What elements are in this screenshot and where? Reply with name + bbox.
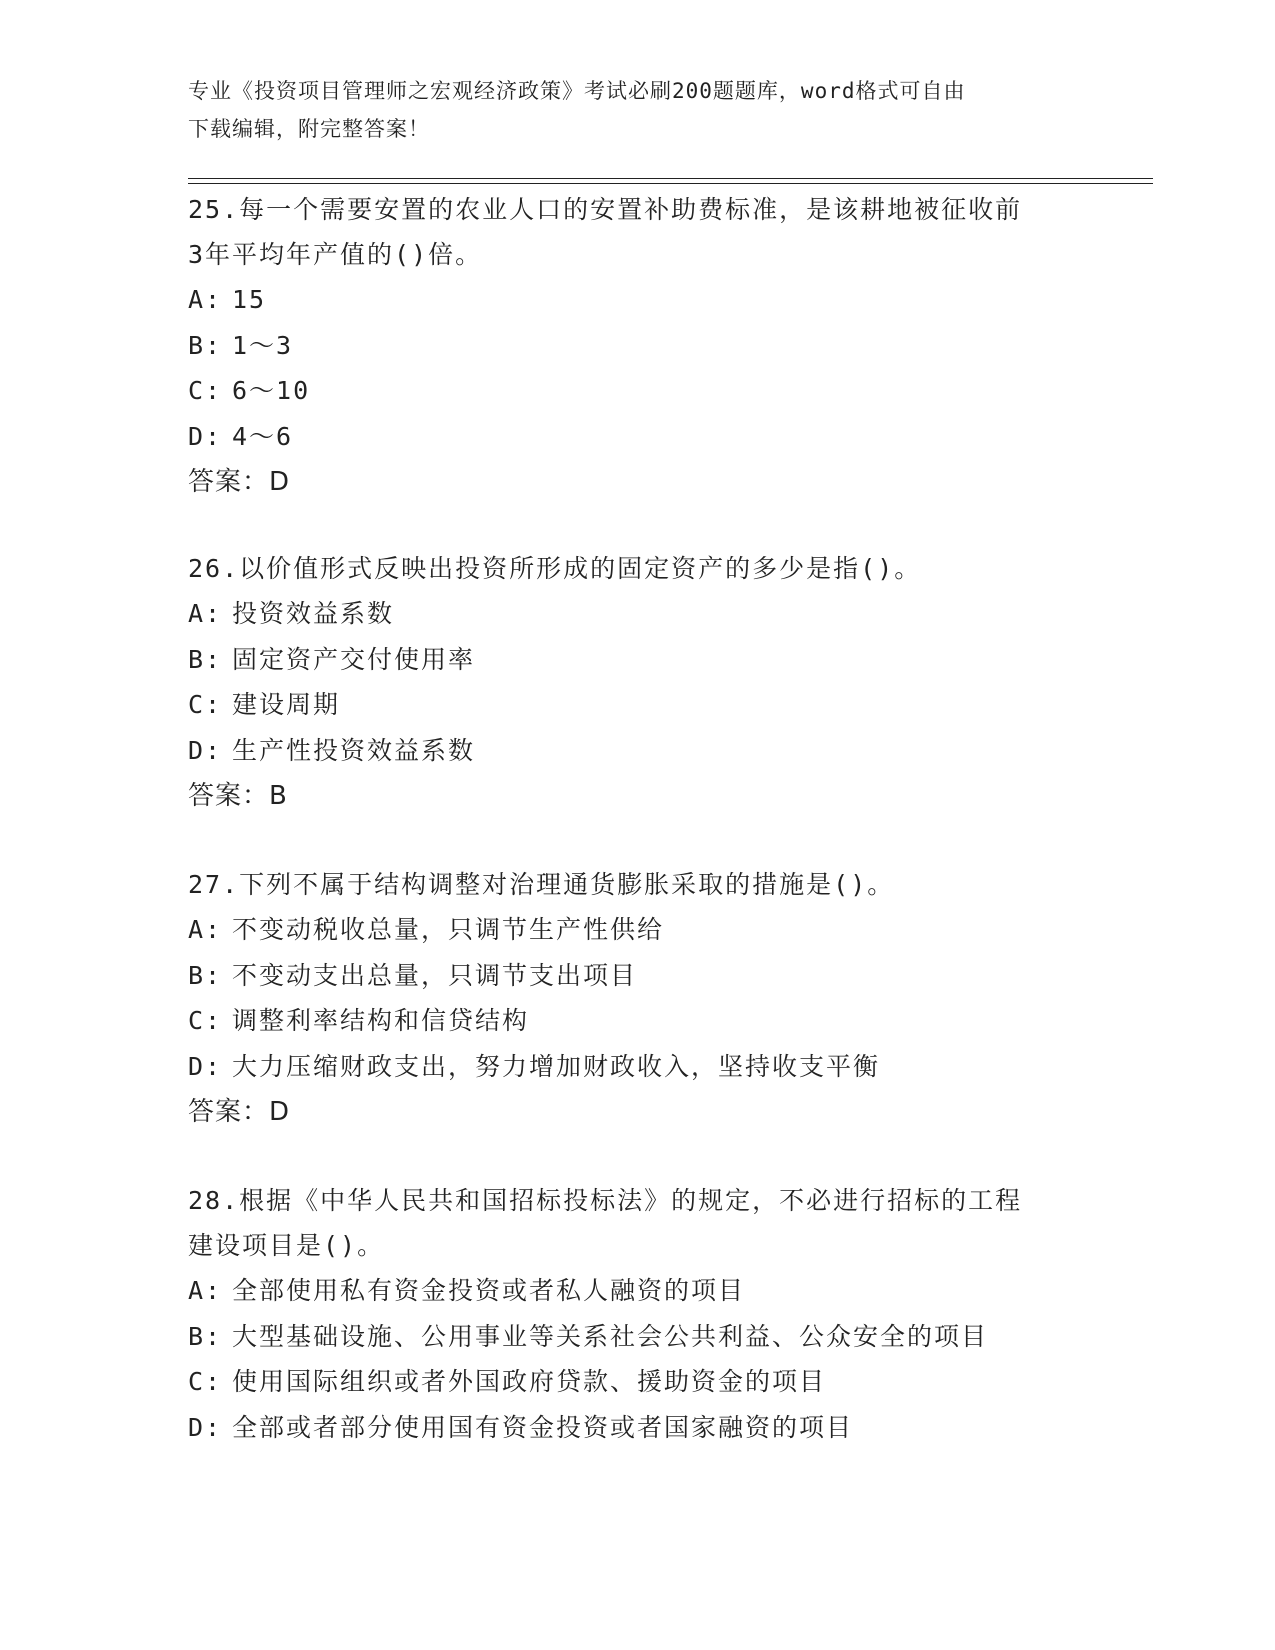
- option-text: 15: [232, 285, 267, 314]
- option-text: 固定资产交付使用率: [232, 644, 476, 674]
- question-stem-line: 28.根据《中华人民共和国招标投标法》的规定，不必进行招标的工程: [188, 1186, 1023, 1215]
- question-28: [188, 1178, 1088, 1450]
- option-key: D:: [188, 421, 223, 451]
- question-stem-line: 26.以价值形式反映出投资所形成的固定资产的多少是指()。: [188, 554, 922, 583]
- option-b: [188, 637, 1088, 683]
- option-key: C:: [188, 690, 223, 719]
- option-key: A:: [188, 599, 223, 628]
- option-key: D:: [188, 735, 223, 765]
- option-key: B:: [188, 960, 223, 990]
- question-stem-line: 25.每一个需要安置的农业人口的安置补助费标准，是该耕地被征收前: [188, 195, 1023, 224]
- option-c: [188, 1359, 1088, 1405]
- option-a: [188, 1268, 1088, 1314]
- answer-line: 答案：D: [188, 1097, 291, 1127]
- option-d: [188, 1405, 1088, 1451]
- option-text: 投资效益系数: [232, 599, 395, 628]
- option-c: [188, 998, 1088, 1044]
- option-text: 不变动支出总量，只调节支出项目: [232, 960, 638, 990]
- option-text: 不变动税收总量，只调节生产性供给: [232, 915, 665, 944]
- option-d: [188, 1044, 1088, 1090]
- option-key: A:: [188, 915, 223, 944]
- question-stem-line: 27.下列不属于结构调整对治理通货膨胀采取的措施是()。: [188, 870, 895, 899]
- option-key: C:: [188, 376, 223, 405]
- option-key: D:: [188, 1412, 223, 1442]
- option-text: 全部使用私有资金投资或者私人融资的项目: [232, 1276, 746, 1305]
- option-key: A:: [188, 285, 223, 314]
- header-divider-bottom: [188, 183, 1153, 184]
- header-line-2: 下载编辑，附完整答案！: [188, 117, 430, 141]
- option-key: A:: [188, 1276, 223, 1305]
- option-c: [188, 368, 1088, 414]
- option-a: [188, 591, 1088, 637]
- option-text: 全部或者部分使用国有资金投资或者国家融资的项目: [232, 1412, 854, 1442]
- option-text: 建设周期: [232, 690, 341, 719]
- question-25: [188, 187, 1088, 505]
- option-a: [188, 277, 1088, 323]
- option-key: B:: [188, 330, 223, 360]
- option-b: [188, 323, 1088, 369]
- option-key: B:: [188, 644, 223, 674]
- option-text: 4～6: [232, 421, 294, 451]
- option-text: 1～3: [232, 330, 294, 360]
- header-divider-top: [188, 178, 1153, 179]
- option-a: [188, 907, 1088, 953]
- option-key: B:: [188, 1321, 223, 1351]
- option-key: D:: [188, 1051, 223, 1081]
- option-text: 使用国际组织或者外国政府贷款、援助资金的项目: [232, 1367, 827, 1396]
- option-text: 大型基础设施、公用事业等关系社会公共利益、公众安全的项目: [232, 1321, 989, 1351]
- option-text: 调整利率结构和信贷结构: [232, 1006, 530, 1035]
- answer-line: 答案：B: [188, 781, 288, 811]
- option-c: [188, 682, 1088, 728]
- header-line-1: 专业《投资项目管理师之宏观经济政策》考试必刷200题题库，word格式可自由: [188, 79, 966, 103]
- question-stem-line: 3年平均年产值的()倍。: [188, 240, 483, 269]
- question-stem-line: 建设项目是()。: [188, 1231, 385, 1260]
- option-key: C:: [188, 1367, 223, 1396]
- option-d: [188, 414, 1088, 460]
- option-text: 6～10: [232, 376, 311, 405]
- document-header: [188, 72, 1088, 148]
- answer-line: 答案：D: [188, 467, 291, 497]
- option-d: [188, 728, 1088, 774]
- question-27: [188, 862, 1088, 1135]
- option-b: [188, 953, 1088, 999]
- option-text: 生产性投资效益系数: [232, 735, 476, 765]
- question-26: [188, 546, 1088, 819]
- option-b: [188, 1314, 1088, 1360]
- option-text: 大力压缩财政支出，努力增加财政收入，坚持收支平衡: [232, 1051, 881, 1081]
- option-key: C:: [188, 1006, 223, 1035]
